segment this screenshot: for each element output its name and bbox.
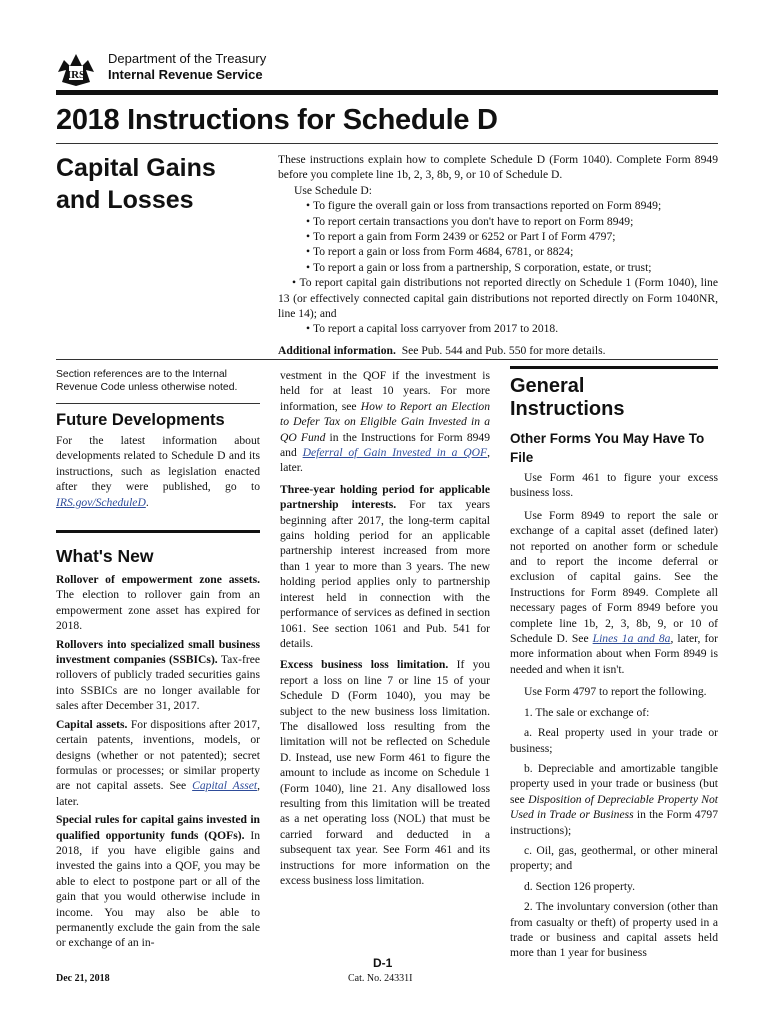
bullet-item: • To report certain transactions you don't have to report on Form 8949; — [306, 214, 634, 228]
catalog-number: Cat. No. 24331I — [348, 973, 413, 984]
whats-new-heading: What's New — [56, 546, 154, 567]
service-name: Internal Revenue Service — [108, 67, 263, 82]
list-item: 2. The involuntary conversion (other than from casualty or theft) of property used in a trade or business and capital assets held more than 1 year for business — [510, 900, 718, 960]
bullet-item: • To report a gain or loss from a partnership, S corporation, estate, or trust; — [306, 260, 652, 274]
document-subtitle: Capital Gains and Losses — [56, 154, 216, 214]
form-8949-paragraph: Use Form 8949 to report the sale or exchange of a capital asset (defined later) not reported on another form or schedule and to report the income deferral or exclusion of capital gains. See the Instructions for Form 8949. Complete all necessary pages of Form 8949 before you complete line 1b, 2, 3, 8b, 9, or 10 of Schedule D. See Lines 1a and 8a, later, for more information about when Form 8949 is needed and when it isn't. — [510, 508, 718, 676]
intro-section — [278, 152, 718, 358]
header-bar — [56, 90, 718, 95]
holding-period-paragraph: Three-year holding period for applicable partnership interests. For tax years beginning after 2017, the long-term capital gains holding period for an applicable partnership interest increased from more than 1 year to more than 3 years. The new holding period applies only to partnership interest held in connection with the performance of services as defined in section 1061. See section 1061 and Pub. 541 for details. — [280, 482, 490, 650]
lines-1a-8a-link[interactable]: Lines 1a and 8a — [592, 632, 671, 646]
capital-assets-paragraph: Capital assets. For dispositions after 2017, certain patents, inventions, models, or designs (whether or not patented); secret formulas or processes; or similar property are not capital assets. See Capital Asset, later. — [56, 717, 261, 808]
list-item: b. Depreciable and amortizable tangible property used in your trade or business (but see Disposition of Depreciable Property Not Used in Trade or Business in the Form 4797 instructions); — [510, 761, 718, 837]
qof-paragraph: Special rules for capital gains invested in qualified opportunity funds (QOFs). In 2018, if you have eligible gains and invested the gains into a QOF, you may be able to elect to postpone part or all of the gain that you would otherwise include in income. You may also be able to permanently exclude the gain from the sale or exchange of an in- — [56, 813, 260, 950]
bullet-item: • To report a capital loss carryover from 2017 to 2018. — [306, 322, 559, 336]
empowerment-zone-paragraph: Rollover of empowerment zone assets. The election to rollover gain from an empowerment zone asset has expired for 2018. — [56, 573, 260, 633]
list-item: c. Oil, gas, geothermal, or other mineral property; and — [510, 843, 718, 873]
section-references-note: Section references are to the Internal Revenue Code unless otherwise noted. — [56, 369, 238, 393]
form-461-paragraph: Use Form 461 to figure your excess business loss. — [510, 471, 718, 500]
list-item: a. Real property used in your trade or business; — [510, 726, 718, 755]
divider — [56, 403, 260, 404]
qof-continued-paragraph: vestment in the QOF if the investment is held for at least 10 years. For more information, see How to Report an Election to Defer Tax on Eligible Gain Invested in a QO Fund in the Instructions for Form 8949 and Deferral of Gain Invested in a QOF, later. — [280, 369, 491, 475]
section-divider — [56, 359, 718, 360]
intro-lead: These instructions explain how to complete Schedule D (Form 1040). Complete Form 8949 before you complete line 1b, 2, 3, 8b, 9, or 10 of Schedule D. — [278, 153, 718, 182]
list-item: d. Section 126 property. — [524, 879, 635, 893]
page-number: D-1 — [373, 956, 393, 970]
future-developments-text: For the latest information about developments related to Schedule D and its instructions, such as legislation enacted after they were published, go to IRS.gov/ScheduleD. — [56, 434, 260, 509]
use-schedule-heading: Use Schedule D: — [294, 183, 372, 197]
column-right — [510, 375, 718, 961]
bullet-item: • To report a gain from Form 2439 or 6252 or Part I of Form 4797; — [306, 230, 616, 244]
general-instructions-heading: General Instructions — [510, 375, 625, 420]
deferral-of-gain-link[interactable]: Deferral of Gain Invested in a QOF — [302, 446, 488, 460]
capital-asset-link[interactable]: Capital Asset — [192, 779, 258, 793]
additional-information: Additional information. See Pub. 544 and Pub. 550 for more details. — [278, 343, 606, 357]
section-bar — [56, 530, 260, 533]
irs-schedule-d-link[interactable]: IRS.gov/ScheduleD — [56, 495, 146, 509]
bullet-item: • To figure the overall gain or loss from transactions reported on Form 8949; — [306, 199, 662, 213]
agency-name — [108, 51, 266, 83]
column-left — [56, 368, 260, 951]
ssbic-paragraph: Rollovers into specialized small business investment companies (SSBICs). Tax-free rollovers of publicly traded securities gains into SSBICs are no longer available for sales after December 31, 2017. — [56, 637, 260, 713]
bullet-item: • To report a gain or loss from Form 4684, 6781, or 8824; — [306, 245, 574, 259]
other-forms-heading: Other Forms You May Have To File — [510, 431, 705, 465]
bullet-item: • To report capital gain distributions not reported directly on Schedule 1 (Form 1040), line 13 (or effectively connected capital gain distributions not reported directly on Form 1040NR, line 14); and — [278, 276, 718, 321]
excess-business-loss-paragraph: Excess business loss limitation. If you report a loss on line 7 or line 15 of your Schedule D (Form 1040), you may be subject to the new business loss limitation. The disallowed loss resulting from the limitation will not be reflected on Schedule D. Instead, use new Form 461 to figure the amount to include as income on Schedule 1 (Form 1040), line 21. Any disallowed loss resulting from this limitation will be treated as a net operating loss (NOL) that must be carried forward and deducted in a subsequent tax year. See Form 461 and its instructions for more information on the excess business loss limitation. — [280, 658, 490, 887]
form-4797-paragraph: Use Form 4797 to report the following. — [524, 685, 707, 699]
section-bar — [510, 366, 718, 369]
list-item: 1. The sale or exchange of: — [524, 705, 650, 719]
department-name: Department of the Treasury — [108, 51, 267, 66]
future-developments-heading: Future Developments — [56, 411, 225, 429]
irs-eagle-logo-icon — [56, 52, 96, 88]
revision-date: Dec 21, 2018 — [56, 973, 110, 984]
document-title: 2018 Instructions for Schedule D — [56, 104, 498, 136]
title-divider — [56, 143, 718, 144]
column-middle — [280, 368, 490, 888]
svg-text:IRS: IRS — [66, 69, 86, 81]
